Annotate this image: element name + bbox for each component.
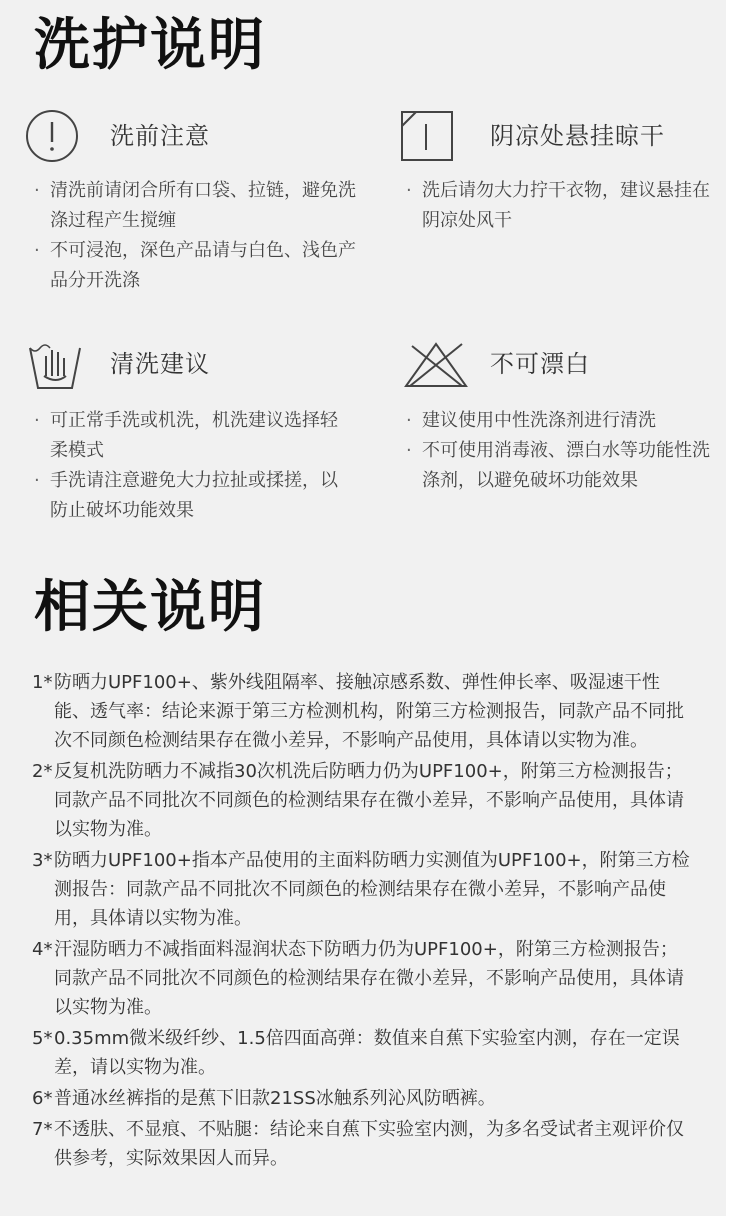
exclamation-circle-icon [24, 108, 80, 164]
bullet-item: · 建议使用中性洗涤剂进行清洗 [406, 406, 724, 436]
note-item [32, 1024, 692, 1082]
care-bullets-washing [34, 406, 346, 526]
note-text: 反复机洗防晒力不减指30次机洗后防晒力仍为UPF100+，附第三方检测报告；同款产品不同批次不同颜色的检测结果存在微小差异，不影响产品使用，具体请以实物为准。 [54, 761, 684, 840]
note-item [32, 668, 692, 755]
note-item [32, 935, 692, 1022]
note-item [32, 757, 692, 844]
care-bullets-dry-in-shade [406, 176, 724, 236]
care-title-before-wash: 洗前注意 [110, 122, 210, 150]
note-number: 1* [32, 672, 53, 693]
note-text: 普通冰丝裤指的是蕉下旧款21SS冰触系列沁风防晒裤。 [54, 1088, 496, 1109]
note-number: 5* [32, 1028, 53, 1049]
note-text: 防晒力UPF100+指本产品使用的主面料防晒力实测值为UPF100+，附第三方检测报告：同款产品不同批次不同颜色的检测结果存在微小差异，不影响产品使用，具体请以实物为准。 [54, 850, 690, 929]
note-number: 3* [32, 850, 53, 871]
note-item [32, 1115, 692, 1173]
bullet-item: · 手洗请注意避免大力拉扯或揉搓，以防止破坏功能效果 [34, 466, 346, 526]
bullet-item: · 不可使用消毒液、漂白水等功能性洗涤剂，以避免破坏功能效果 [406, 436, 724, 496]
care-bullets-before-wash [34, 176, 356, 296]
note-text: 汗湿防晒力不减指面料湿润状态下防晒力仍为UPF100+，附第三方检测报告；同款产品不同批次不同颜色的检测结果存在微小差异，不影响产品使用，具体请以实物为准。 [54, 939, 684, 1018]
bullet-item: · 清洗前请闭合所有口袋、拉链，避免洗涤过程产生搅缠 [34, 176, 356, 236]
dry-in-shade-icon [398, 108, 456, 164]
note-text: 防晒力UPF100+、紫外线阻隔率、接触凉感系数、弹性伸长率、吸湿速干性能、透气率：结论来源于第三方检测机构，附第三方检测报告，同款产品不同批次不同颜色检测结果存在微小差异，不影响产品使用，具体请以实物为准。 [54, 672, 684, 751]
do-not-bleach-icon [400, 338, 472, 390]
note-number: 6* [32, 1088, 53, 1109]
care-heading: 洗护说明 [34, 13, 266, 78]
note-text: 0.35mm微米级纤纱、1.5倍四面高弹：数值来自蕉下实验室内测，存在一定误差，请以实物为准。 [54, 1028, 680, 1078]
note-number: 4* [32, 939, 53, 960]
bullet-item: · 不可浸泡，深色产品请与白色、浅色产品分开洗涤 [34, 236, 356, 296]
note-item [32, 1084, 692, 1113]
note-number: 2* [32, 761, 53, 782]
note-item [32, 846, 692, 933]
note-number: 7* [32, 1119, 53, 1140]
notes-list [32, 668, 692, 1175]
notes-heading: 相关说明 [34, 575, 266, 640]
note-text: 不透肤、不显痕、不贴腿：结论来自蕉下实验室内测，为多名受试者主观评价仅供参考，实际效果因人而异。 [54, 1119, 684, 1169]
care-title-no-bleach: 不可漂白 [490, 350, 590, 378]
bullet-item: · 可正常手洗或机洗，机洗建议选择轻柔模式 [34, 406, 346, 466]
care-title-dry-in-shade: 阴凉处悬挂晾干 [490, 122, 665, 150]
hand-wash-icon [26, 336, 84, 392]
bullet-item: · 洗后请勿大力拧干衣物，建议悬挂在阴凉处风干 [406, 176, 724, 236]
care-title-washing: 清洗建议 [110, 350, 210, 378]
care-bullets-no-bleach [406, 406, 724, 496]
